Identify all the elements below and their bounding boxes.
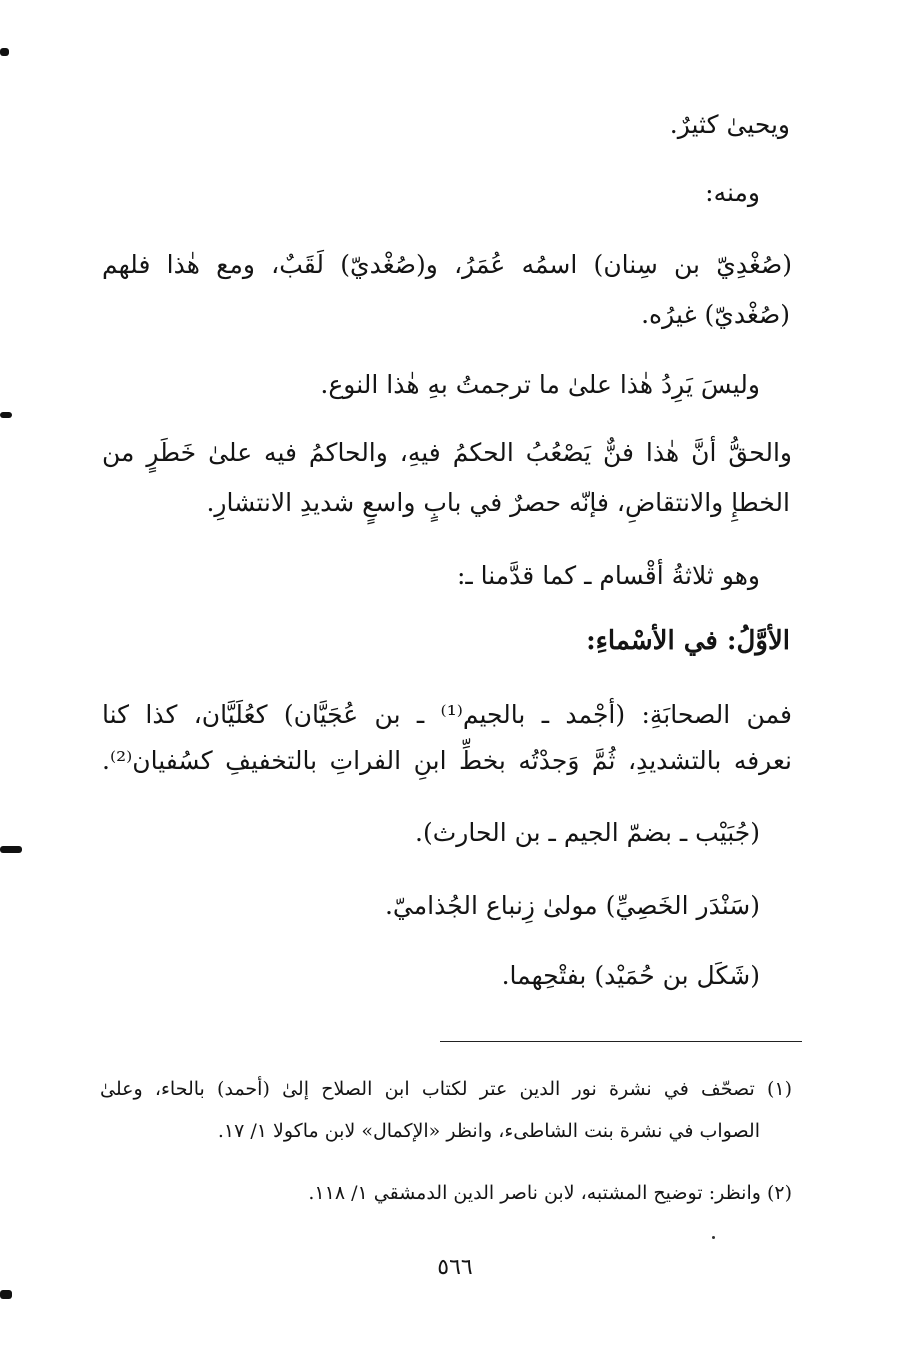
text-line: الخطإِ والانتقاضِ، فإنّه حصرٌ في بابٍ واسعٍ شديدِ الانتشارِ. [206,488,790,517]
margin-mark [0,846,22,853]
text-line: والحقُّ أنَّ هٰذا فنٌّ يَصْعُبُ الحكمُ فيهِ، والحاكمُ فيه علىٰ خَطَرٍ من [102,438,792,467]
footnote-line: الصواب في نشرة بنت الشاطىء، وانظر «الإكمال» لابن ماكولا ١/ ١٧. [217,1120,760,1142]
margin-mark [0,48,9,56]
scan-speck [712,1236,715,1239]
text-line: نعرفه بالتشديدِ، ثُمَّ وَجدْتُه بخطِّ ابنِ الفراتِ بالتخفيفِ كسُفيان⁽²⁾. [102,746,792,775]
text-line: فمن الصحابَةِ: (أجْمد ـ بالجيم⁽¹⁾ ـ بن عُجَيَّان) كعُلَيَّان، كذا كنا [102,700,792,729]
text-line: (صُغْديّ) غيرُه. [641,300,790,329]
text-line: (شَكَل بن حُمَيْد) بفتْحِهما. [501,961,760,990]
footnote-line: (٢) وانظر: توضيح المشتبه، لابن ناصر الدين الدمشقي ١/ ١١٨. [308,1182,792,1204]
text-line: ويحيىٰ كثيرٌ. [669,110,790,139]
text-line: ومنه: [705,178,760,207]
text-line: وهو ثلاثةُ أقْسام ـ كما قدَّمنا ـ: [456,561,760,590]
text-line: وليسَ يَرِدُ هٰذا علىٰ ما ترجمتُ بهِ هٰذا النوع. [320,370,760,399]
text-line: (سَنْدَر الخَصِيِّ) مولىٰ زِنباع الجُذاميّ. [384,891,760,920]
footnote-line: (١) تصحّف في نشرة نور الدين عتر لكتاب ابن الصلاح إلىٰ (أحمد) بالحاء، وعلىٰ [100,1078,792,1100]
margin-mark [0,1290,12,1299]
footnote-separator [440,1041,802,1042]
margin-mark [0,412,12,418]
text-line: (صُغْدِيّ بن سِنان) اسمُه عُمَرُ، و(صُغْديّ) لَقَبٌ، ومع هٰذا فلهم [102,250,792,279]
page-number: ٥٦٦ [437,1255,473,1280]
section-heading: الأوَّلُ: في الأسْماءِ: [586,626,790,656]
text-line: (جُبَيْب ـ بضمّ الجيم ـ بن الحارث). [415,818,760,847]
